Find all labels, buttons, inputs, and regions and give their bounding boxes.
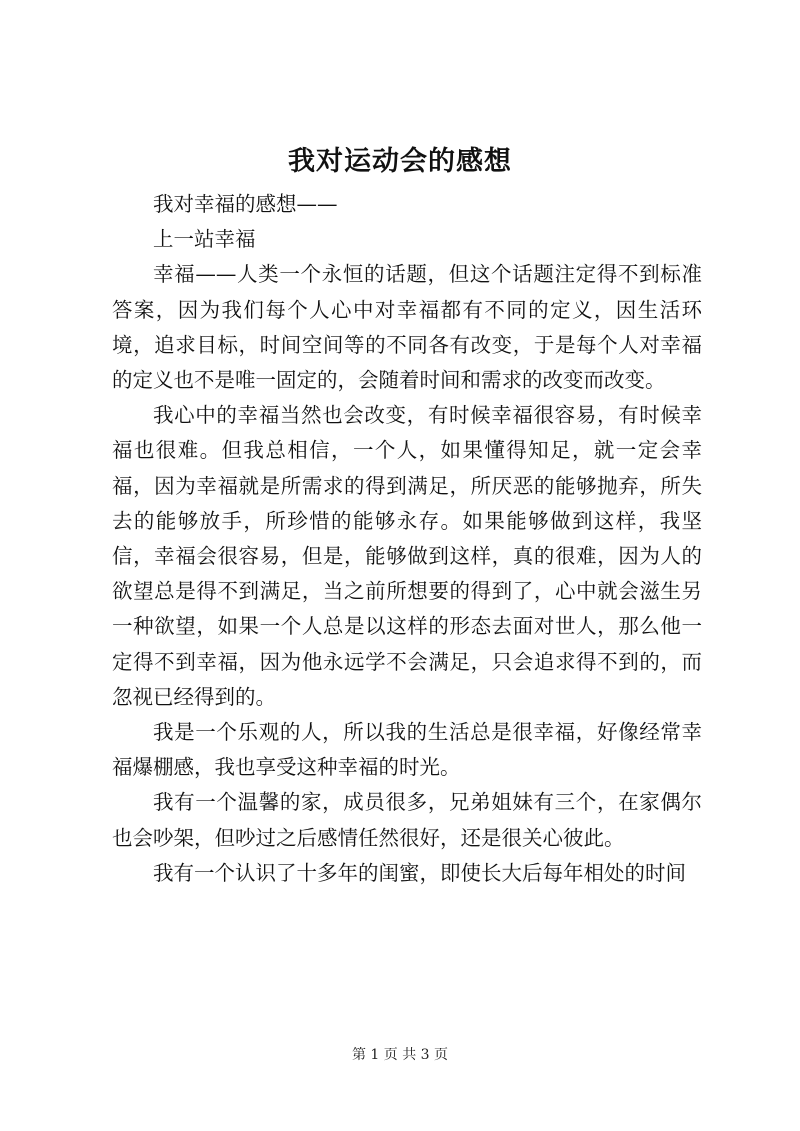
document-title: 我对运动会的感想 [288,146,512,177]
page-footer: 第 1 页 共 3 页 [351,1047,449,1063]
paragraph-4: 我心中的幸福当然也会改变，有时候幸福很容易，有时候幸福也很难。但我总相信，一个人，如果懂得知足，就一定会幸福，因为幸福就是所需求的得到满足，所厌恶的能够抛弃，所失去的能够放手，所珍惜的能够永存。如果能够做到这样，我坚信，幸福会很容易，但是，能够做到这样，真的很难，因为人的欲望总是得不到满足，当之前所想要的得到了，心中就会滋生另一种欲望，如果一个人总是以这样的形态去面对世人，那么他一定得不到幸福，因为他永远学不会满足，只会追求得不到的，而忽视已经得到的。 [112,403,702,709]
paragraph-2: 上一站幸福 [153,227,256,252]
paragraph-1: 我对幸福的感想—— [153,192,338,216]
paragraph-6: 我有一个温馨的家，成员很多，兄弟姐妹有三个，在家偶尔也会吵架，但吵过之后感情任然很好，还是很关心彼此。 [112,790,702,850]
paragraph-7: 我有一个认识了十多年的闺蜜，即使长大后每年相处的时间 [153,860,686,885]
paragraph-3: 幸福——人类一个永恒的话题，但这个话题注定得不到标准答案，因为我们每个人心中对幸福都有不同的定义，因生活环境，追求目标，时间空间等的不同各有改变，于是每个人对幸福的定义也不是唯一固定的，会随着时间和需求的改变而改变。 [112,262,702,393]
paragraph-5: 我是一个乐观的人，所以我的生活总是很幸福，好像经常幸福爆棚感，我也享受这种幸福的时光。 [112,720,702,780]
document-body [112,187,702,891]
